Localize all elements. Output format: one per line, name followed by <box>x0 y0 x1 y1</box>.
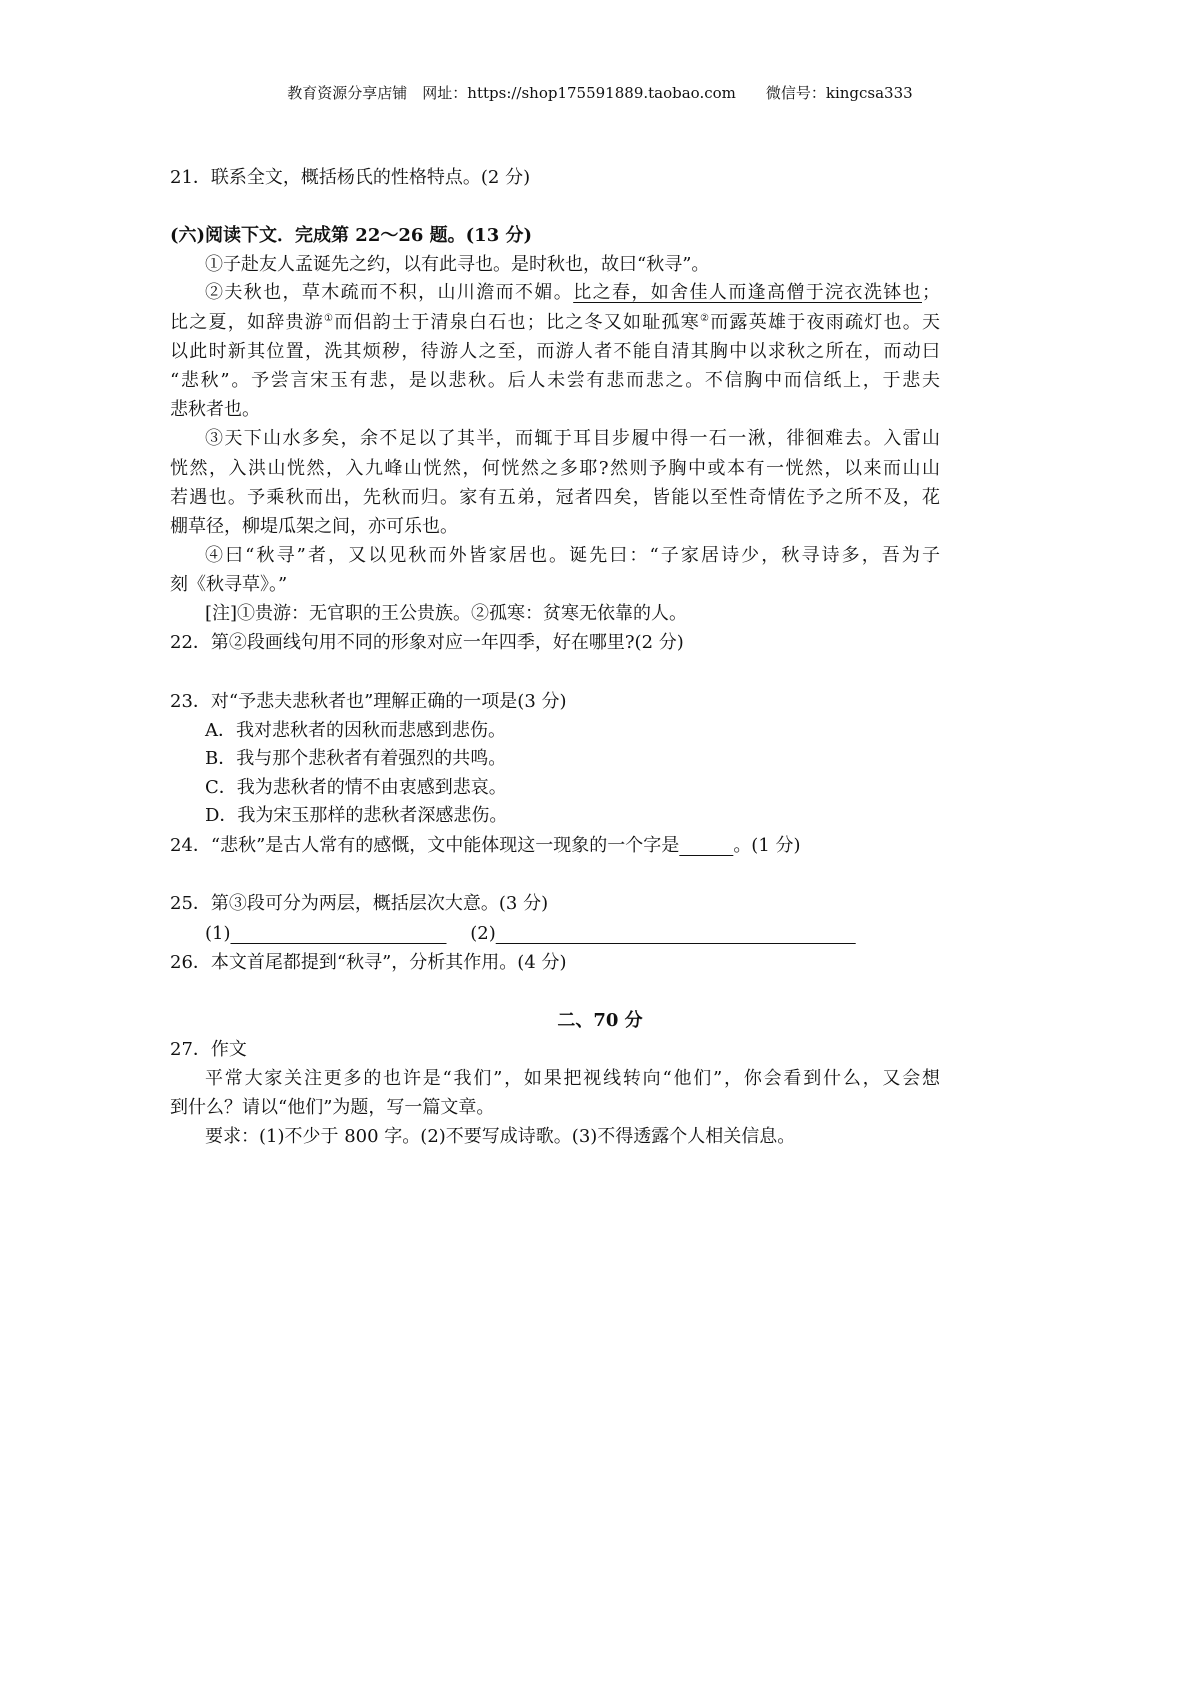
text-line <box>205 545 940 567</box>
footnote-marker: ② <box>700 313 711 324</box>
text-line <box>170 1097 494 1119</box>
text-line <box>170 632 684 654</box>
text-segment: 恍然，入洪山恍然，入九峰山恍然，何恍然之多耶?然则予胸中或本有一恍然，以来而山山 <box>170 458 940 479</box>
text-segment: ②夫秋也，草木疏而不积，山川澹而不媚。 <box>205 282 574 303</box>
text-line <box>170 341 940 363</box>
answer-blank <box>231 923 447 944</box>
text-segment: 比之夏，如辞贵游 <box>170 312 325 333</box>
text-segment: B．我与那个悲秋者有着强烈的共鸣。 <box>205 748 507 769</box>
text-segment: (六)阅读下文．完成第 22～26 题。(13 分) <box>170 225 533 246</box>
text-line <box>170 399 260 421</box>
text-segment: 27．作文 <box>170 1039 247 1060</box>
text-segment: D．我为宋玉那样的悲秋者深感悲伤。 <box>205 805 508 826</box>
text-line <box>170 458 940 480</box>
text-segment: [注]①贵游：无官职的王公贵族。②孤寒：贫寒无依靠的人。 <box>205 603 688 624</box>
text-line <box>170 312 940 334</box>
text-segment: 二、70 分 <box>557 1010 643 1031</box>
text-line <box>170 574 287 596</box>
text-segment: 23．对“予悲夫悲秋者也”理解正确的一项是(3 分) <box>170 691 567 712</box>
text-segment: 26．本文首尾都提到“秋寻”，分析其作用。(4 分) <box>170 952 567 973</box>
text-segment: 要求：(1)不少于 800 字。(2)不要写成诗歌。(3)不得透露个人相关信息。 <box>205 1126 796 1147</box>
text-segment: 棚草径，柳堤瓜架之间，亦可乐也。 <box>170 516 458 537</box>
text-line <box>170 893 548 915</box>
text-line <box>205 254 709 276</box>
text-segment: 以此时新其位置，洗其烦秽，待游人之至，而游人者不能自清其胸中以求秋之所在，而动曰 <box>170 341 940 362</box>
text-segment: (1) <box>205 923 231 944</box>
text-line <box>170 835 801 857</box>
text-segment: C．我为悲秋者的情不由衷感到悲哀。 <box>205 777 507 798</box>
text-line <box>170 1039 247 1061</box>
text-line <box>205 748 506 770</box>
text-line <box>205 1068 940 1090</box>
answer-blank <box>679 835 733 856</box>
text-segment: ④曰“秋寻”者，又以见秋而外皆家居也。诞先曰：“子家居诗少，秋寻诗多，吾为子 <box>205 545 940 566</box>
text-line <box>170 370 940 392</box>
page-header: 教育资源分享店铺 网址：https://shop175591889.taobao.com 微信号：kingcsa333 <box>287 84 913 102</box>
text-line <box>205 777 507 799</box>
underlined-text: 比之春，如舍佳人而逢高僧于浣衣洗钵也 <box>573 282 922 303</box>
text-line <box>205 923 856 945</box>
text-segment: 而侣韵士于清泉白石也；比之冬又如耻孤寒 <box>334 312 701 333</box>
text-segment: 若遇也。予乘秋而出，先秋而归。家有五弟，冠者四矣，皆能以至性奇情佐予之所不及，花 <box>170 487 940 508</box>
text-line <box>205 1126 795 1148</box>
text-line <box>205 805 507 827</box>
text-segment: 刻《秋寻草》。” <box>170 574 288 595</box>
answer-blank <box>496 923 856 944</box>
text-segment: “悲秋”。予尝言宋玉有悲，是以悲秋。后人未尝有悲而悲之。不信胸中而信纸上，于悲夫 <box>170 370 940 391</box>
text-segment: 悲秋者也。 <box>170 399 260 420</box>
text-line <box>170 487 940 509</box>
text-line <box>170 167 530 189</box>
text-segment: 25．第③段可分为两层，概括层次大意。(3 分) <box>170 893 549 914</box>
text-line <box>205 428 940 450</box>
text-segment: ； <box>922 282 940 303</box>
text-segment: ③天下山水多矣，余不足以了其半，而辄于耳目步履中得一石一湫，徘徊难去。入雷山 <box>205 428 940 449</box>
text-segment: 22．第②段画线句用不同的形象对应一年四季，好在哪里?(2 分) <box>170 632 684 653</box>
text-segment: 到什么？请以“他们”为题，写一篇文章。 <box>170 1097 495 1118</box>
text-line <box>205 603 687 625</box>
text-line <box>205 282 940 304</box>
text-line <box>170 952 567 974</box>
text-line <box>170 225 532 247</box>
text-segment: 而露英雄于夜雨疏灯也。天 <box>710 312 941 333</box>
text-segment: 24．“悲秋”是古人常有的感慨，文中能体现这一现象的一个字是 <box>170 835 680 856</box>
text-segment: ①子赴友人孟诞先之约，以有此寻也。是时秋也，故曰“秋寻”。 <box>205 254 710 275</box>
text-segment: 。(1 分) <box>733 835 801 856</box>
footnote-marker: ① <box>324 313 335 324</box>
text-line <box>170 516 458 538</box>
text-segment: 平常大家关注更多的也许是“我们”，如果把视线转向“他们”，你会看到什么，又会想 <box>205 1068 940 1089</box>
text-line <box>0 1010 1200 1032</box>
text-line <box>170 691 567 713</box>
text-segment: A．我对悲秋者的因秋而悲感到悲伤。 <box>205 720 506 741</box>
text-line <box>205 720 506 742</box>
text-segment: (2) <box>446 923 496 944</box>
text-segment: 21．联系全文，概括杨氏的性格特点。(2 分) <box>170 167 531 188</box>
